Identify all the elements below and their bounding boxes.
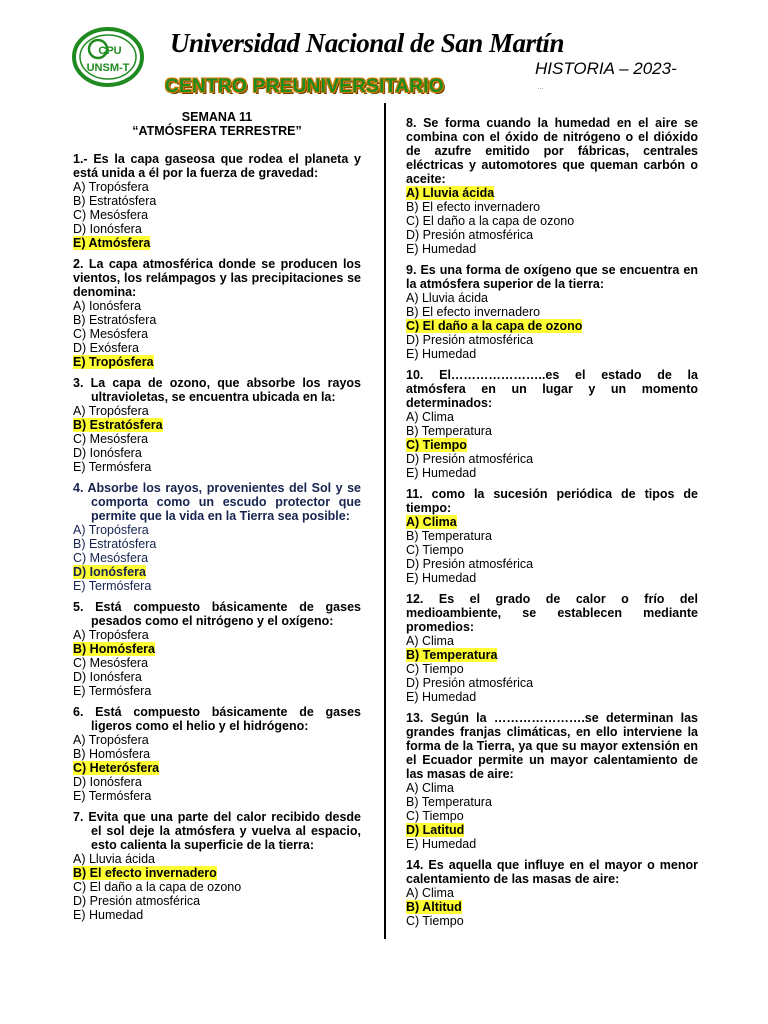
option-label: C) Tiempo [406, 809, 464, 823]
option-label: C) Tiempo [406, 914, 464, 928]
question-6 [73, 705, 361, 803]
option-label: B) Estratósfera [73, 313, 157, 327]
option-label: A) Clima [406, 886, 454, 900]
option-label: E) Termósfera [73, 789, 152, 803]
option [73, 628, 361, 642]
option-label: A) Tropósfera [73, 523, 149, 537]
option [406, 837, 698, 851]
topic-title: “ATMÓSFERA TERRESTRE” [132, 124, 302, 138]
question-13 [406, 711, 698, 851]
option [73, 747, 361, 761]
option-label: B) Estratósfera [73, 418, 163, 432]
option-label: E) Atmósfera [73, 236, 151, 250]
option-label: D) Presión atmosférica [406, 676, 534, 690]
option [73, 733, 361, 747]
answer-option [73, 565, 361, 579]
option [406, 466, 698, 480]
option [73, 789, 361, 803]
option-label: C) Mesósfera [73, 208, 149, 222]
option-label: C) Mesósfera [73, 656, 149, 670]
option-label: B) Homósfera [73, 642, 155, 656]
option-label: A) Tropósfera [73, 733, 149, 747]
option [406, 410, 698, 424]
option-label: C) Mesósfera [73, 551, 149, 565]
option-label: E) Termósfera [73, 579, 152, 593]
option-label: E) Humedad [73, 908, 144, 922]
option-label: B) Estratósfera [73, 537, 157, 551]
question-text: 6. Está compuesto básicamente de gases ligeros como el helio y el hidrógeno: [73, 705, 361, 733]
column-divider [384, 103, 386, 939]
question-text: 7. Evita que una parte del calor recibido desde el sol deje la atmósfera y vuelva al espacio, esto calienta la superficie de la tierra: [73, 810, 361, 852]
option [73, 908, 361, 922]
option [406, 690, 698, 704]
question-8 [406, 116, 698, 256]
question-text: 13. Según la ………………….se determinan las grandes franjas climáticas, en ello interviene la forma de la Tierra, ya que su mayor extensión en el Ecuador permite un mayor calentamiento de las masas de aire: [406, 711, 698, 781]
question-text: 11. como la sucesión periódica de tipos de tiempo: [406, 487, 698, 515]
option-label: A) Clima [406, 634, 454, 648]
option-label: B) El efecto invernadero [406, 200, 541, 214]
option-label: A) Lluvia ácida [406, 291, 488, 305]
cpu-unsm-logo [72, 27, 144, 87]
option-label: D) Ionósfera [73, 446, 142, 460]
option-label: E) Humedad [406, 466, 477, 480]
option-label: D) Presión atmosférica [406, 452, 534, 466]
answer-option [73, 642, 361, 656]
question-7 [73, 810, 361, 922]
option [73, 684, 361, 698]
logo-cpu-text: CPU [98, 45, 122, 57]
option-label: A) Ionósfera [73, 299, 142, 313]
option [406, 557, 698, 571]
answer-option [73, 866, 361, 880]
option-label: D) Ionósfera [73, 222, 142, 236]
option [73, 537, 361, 551]
option [73, 670, 361, 684]
option-label: C) Mesósfera [73, 432, 149, 446]
option-label: C) El daño a la capa de ozono [406, 214, 575, 228]
option [73, 775, 361, 789]
question-4 [73, 481, 361, 593]
option [406, 347, 698, 361]
option-label: C) Mesósfera [73, 327, 149, 341]
answer-option [406, 319, 698, 333]
option [73, 299, 361, 313]
question-text: 4. Absorbe los rayos, provenientes del Sol y se comporta como un escudo protector que permite que la vida en la Tierra sea posible: [73, 481, 361, 523]
option [406, 809, 698, 823]
option-label: D) Presión atmosférica [406, 333, 534, 347]
question-2 [73, 257, 361, 369]
option [73, 432, 361, 446]
option-label: D) Ionósfera [73, 670, 142, 684]
option [73, 894, 361, 908]
option [406, 634, 698, 648]
right-column [406, 116, 698, 935]
option [406, 200, 698, 214]
option-label: B) Homósfera [73, 747, 151, 761]
option [73, 460, 361, 474]
option [73, 194, 361, 208]
question-10 [406, 368, 698, 480]
option-label: E) Humedad [406, 571, 477, 585]
option [406, 305, 698, 319]
option [73, 341, 361, 355]
option [73, 180, 361, 194]
option [406, 333, 698, 347]
option-label: A) Clima [406, 515, 457, 529]
question-text: 3. La capa de ozono, que absorbe los rayos ultravioletas, se encuentra ubicada en la: [73, 376, 361, 404]
option [406, 543, 698, 557]
option-label: A) Lluvia ácida [73, 852, 155, 866]
option-label: D) Latitud [406, 823, 465, 837]
question-3 [73, 376, 361, 474]
question-12 [406, 592, 698, 704]
option [406, 291, 698, 305]
option-label: B) Temperatura [406, 424, 492, 438]
option-label: A) Tropósfera [73, 404, 149, 418]
option-label: B) Altitud [406, 900, 462, 914]
question-text: 14. Es aquella que influye en el mayor o menor calentamiento de las masas de aire: [406, 858, 698, 886]
option-label: B) Temperatura [406, 648, 498, 662]
option-label: A) Lluvia ácida [406, 186, 495, 200]
answer-option [406, 648, 698, 662]
option-label: B) Estratósfera [73, 194, 157, 208]
answer-option [406, 515, 698, 529]
week-title: SEMANA 11 [181, 110, 253, 124]
logo-unsm-text: UNSM-T [86, 62, 130, 74]
option-label: C) El daño a la capa de ozono [406, 319, 583, 333]
option-label: E) Humedad [406, 242, 477, 256]
option-label: A) Tropósfera [73, 180, 149, 194]
question-text: 10. El…………………..es el estado de la atmósfera en un lugar y un momento determinados: [406, 368, 698, 410]
option [406, 662, 698, 676]
university-name: Universidad Nacional de San Martín [170, 28, 565, 58]
option-label: E) Tropósfera [73, 355, 154, 369]
question-text: 9. Es una forma de oxígeno que se encuentra en la atmósfera superior de la tierra: [406, 263, 698, 291]
option [73, 208, 361, 222]
answer-option [406, 438, 698, 452]
option-label: C) Tiempo [406, 543, 464, 557]
option [406, 228, 698, 242]
option-label: C) Tiempo [406, 662, 464, 676]
option [73, 327, 361, 341]
option [406, 571, 698, 585]
answer-option [73, 761, 361, 775]
option-label: B) El efecto invernadero [73, 866, 217, 880]
option [406, 914, 698, 928]
option [406, 452, 698, 466]
question-text: 5. Está compuesto básicamente de gases pesados como el nitrógeno y el oxígeno: [73, 600, 361, 628]
question-11 [406, 487, 698, 585]
answer-option [406, 186, 698, 200]
option-label: B) Temperatura [406, 529, 492, 543]
option-label: E) Termósfera [73, 684, 152, 698]
option [73, 551, 361, 565]
left-column [73, 110, 361, 929]
option-label: C) Heterósfera [73, 761, 160, 775]
answer-option [73, 236, 361, 250]
option-label: A) Tropósfera [73, 628, 149, 642]
question-text: 1.- Es la capa gaseosa que rodea el planeta y está unida a él por la fuerza de gravedad: [73, 152, 361, 180]
answer-option [73, 418, 361, 432]
option [406, 795, 698, 809]
option-label: E) Humedad [406, 690, 477, 704]
question-text: 12. Es el grado de calor o frío del medioambiente, se establecen mediante promedios: [406, 592, 698, 634]
option-label: B) Temperatura [406, 795, 492, 809]
option-label: E) Humedad [406, 347, 477, 361]
option-label: D) Ionósfera [73, 775, 142, 789]
option-label: D) Presión atmosférica [73, 894, 201, 908]
option [406, 424, 698, 438]
option [73, 880, 361, 894]
answer-option [73, 355, 361, 369]
option [406, 781, 698, 795]
option [73, 579, 361, 593]
option-label: E) Humedad [406, 837, 477, 851]
option [406, 242, 698, 256]
option-label: C) Tiempo [406, 438, 467, 452]
answer-option [406, 823, 698, 837]
option-label: D) Ionósfera [73, 565, 146, 579]
option [406, 529, 698, 543]
question-text: 2. La capa atmosférica donde se producen los vientos, los relámpagos y las precipitaciones se denomina: [73, 257, 361, 299]
option [73, 656, 361, 670]
option-label: D) Presión atmosférica [406, 557, 534, 571]
option [73, 222, 361, 236]
option [406, 676, 698, 690]
option [73, 313, 361, 327]
subject-heading: HISTORIA – 2023- [535, 59, 677, 78]
option-label: B) El efecto invernadero [406, 305, 541, 319]
question-5 [73, 600, 361, 698]
option-label: A) Clima [406, 781, 454, 795]
question-1 [73, 152, 361, 250]
option [406, 886, 698, 900]
question-9 [406, 263, 698, 361]
centro-preuniversitario-banner: CENTRO PREUNIVERSITARIO [165, 76, 444, 97]
answer-option [406, 900, 698, 914]
option [73, 446, 361, 460]
option-label: A) Clima [406, 410, 454, 424]
subject-dots: ... [537, 82, 544, 91]
option-label: E) Termósfera [73, 460, 152, 474]
option [73, 404, 361, 418]
option [73, 852, 361, 866]
question-14 [406, 858, 698, 928]
option-label: C) El daño a la capa de ozono [73, 880, 242, 894]
option [406, 214, 698, 228]
option [73, 523, 361, 537]
option-label: D) Presión atmosférica [406, 228, 534, 242]
option-label: D) Exósfera [73, 341, 139, 355]
question-text: 8. Se forma cuando la humedad en el aire se combina con el óxido de nitrógeno o el dióxido de azufre emitido por fábricas, centrales eléctricas y automotores que queman carbón o aceite: [406, 116, 698, 186]
